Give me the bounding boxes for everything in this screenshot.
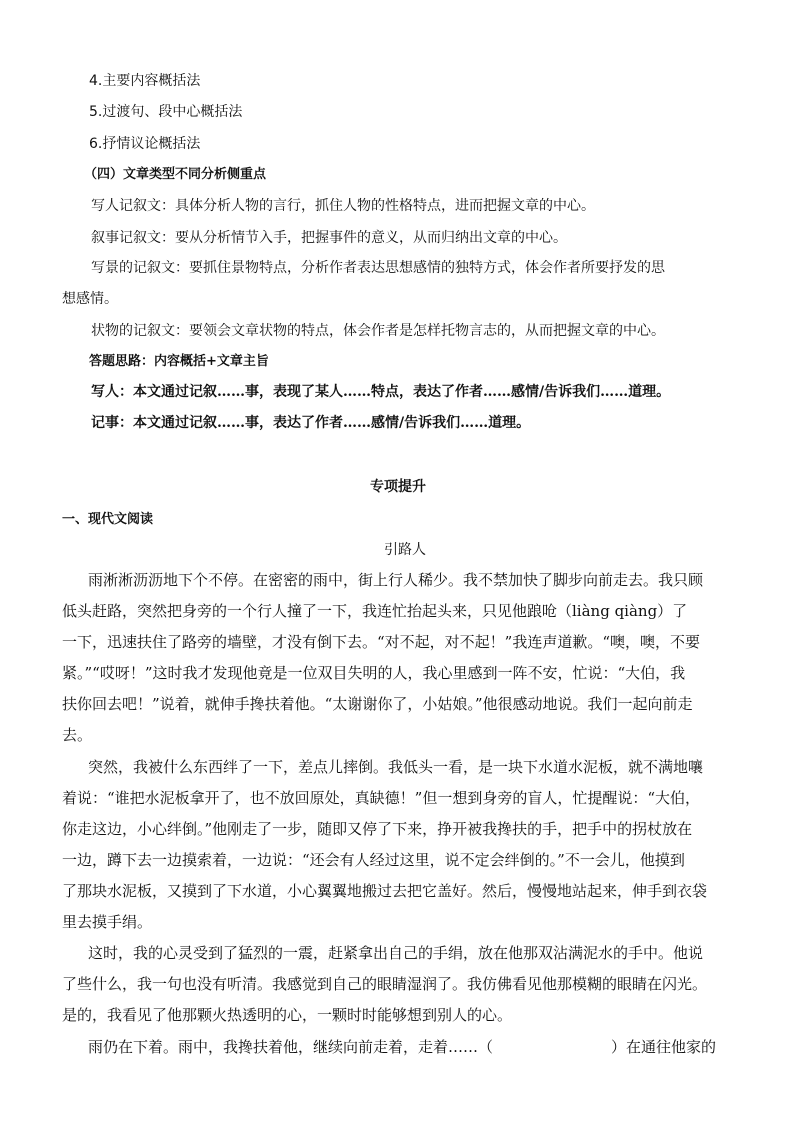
- story-line: 扶你回去吧！”说着，就伸手搀扶着他。“太谢谢你了，小姑娘。”他很感动地说。我们一起向前走: [62, 695, 693, 713]
- method-item: 6.抒情议论概括法: [89, 136, 201, 152]
- type-label: 写人记叙文：: [91, 198, 175, 214]
- story-line: 是的，我看见了他那颗火热透明的心，一颗时时能够想到别人的心。: [62, 1006, 513, 1024]
- story-line: 去。: [62, 726, 93, 744]
- story-line: 一边，蹲下去一边摸索着，一边说：“还会有人经过这里，说不定会绊倒的。”不一会儿，他摸到: [62, 851, 685, 869]
- story-line: 雨淅淅沥沥地下个不停。在密密的雨中，街上行人稀少。我不禁加快了脚步向前走去。我只顾: [88, 571, 704, 589]
- story-line: 突然，我被什么东西绊了一下，差点儿摔倒。我低头一看，是一块下水道水泥板，就不满地嚷: [88, 758, 704, 776]
- part-heading: 一、现代文阅读: [62, 512, 154, 527]
- type-text: 具体分析人物的言行，抓住人物的性格特点，进而把握文章的中心。: [175, 198, 595, 214]
- story-title: 引路人: [384, 542, 426, 558]
- story-line: 了些什么，我一句也没有听清。我感觉到自己的眼睛湿润了。我仿佛看见他那模糊的眼睛在闪光。: [62, 975, 708, 993]
- section-title: 专项提升: [370, 479, 426, 495]
- type-label: 叙事记叙文：: [91, 230, 175, 246]
- type-text-continued: 想感情。: [62, 291, 118, 307]
- story-last-line-after: ）在通往他家的: [611, 1038, 717, 1056]
- type-text: 要从分析情节入手，把握事件的意义，从而归纳出文章的中心。: [175, 230, 567, 246]
- type-paragraph: [91, 195, 595, 215]
- type-paragraph: [91, 227, 567, 247]
- story-line: 这时，我的心灵受到了猛烈的一震，赶紧拿出自己的手绢，放在他那双沾满泥水的手中。他说: [88, 944, 704, 962]
- answer-idea: 答题思路：内容概括+文章主旨: [89, 354, 269, 369]
- story-last-line-before: 雨仍在下着。雨中，我搀扶着他，继续向前走着，走着……（: [88, 1038, 494, 1056]
- story-line: 低头赶路，突然把身旁的一个行人撞了一下，我连忙抬起头来，只见他踉呛（liàng qiàng）了: [62, 602, 688, 620]
- story-line: 一下，迅速扶住了路旁的墙壁，才没有倒下去。“对不起，对不起！”我连声道歉。“噢，噢，不要: [62, 633, 701, 651]
- answer-template-event: 记事：本文通过记叙……事，表达了作者……感情/告诉我们……道理。: [91, 415, 531, 431]
- answer-template-person: 写人：本文通过记叙……事，表现了某人……特点，表达了作者……感情/告诉我们……道理。: [91, 384, 671, 400]
- section-heading: （四）文章类型不同分析侧重点: [84, 167, 267, 182]
- story-line: 你走这边，小心绊倒。”他刚走了一步，随即又停了下来，挣开被我搀扶的手，把手中的拐杖放在: [62, 820, 693, 838]
- type-label: 状物的记叙文：: [91, 323, 189, 339]
- story-last-line: [88, 1036, 716, 1057]
- story-line: 了那块水泥板，又摸到了下水道，小心翼翼地搬过去把它盖好。然后，慢慢地站起来，伸手到衣袋: [62, 882, 708, 900]
- type-paragraph: [91, 257, 665, 277]
- type-paragraph: [91, 320, 665, 340]
- method-item: 4.主要内容概括法: [89, 73, 201, 89]
- story-line: 紧。”“哎呀！”这时我才发现他竟是一位双目失明的人，我心里感到一阵不安，忙说：“大伯，我: [62, 664, 686, 682]
- type-text: 要抓住景物特点，分析作者表达思想感情的独特方式，体会作者所要抒发的思: [189, 260, 665, 276]
- type-text: 要领会文章状物的特点，体会作者是怎样托物言志的，从而把握文章的中心。: [189, 323, 665, 339]
- type-label: 写景的记叙文：: [91, 260, 189, 276]
- story-line: 着说：“谁把水泥板拿开了，也不放回原处，真缺德！”但一想到身旁的盲人，忙提醒说：“大伯，: [62, 789, 701, 807]
- method-item: 5.过渡句、段中心概括法: [89, 104, 243, 120]
- story-line: 里去摸手绢。: [62, 913, 153, 931]
